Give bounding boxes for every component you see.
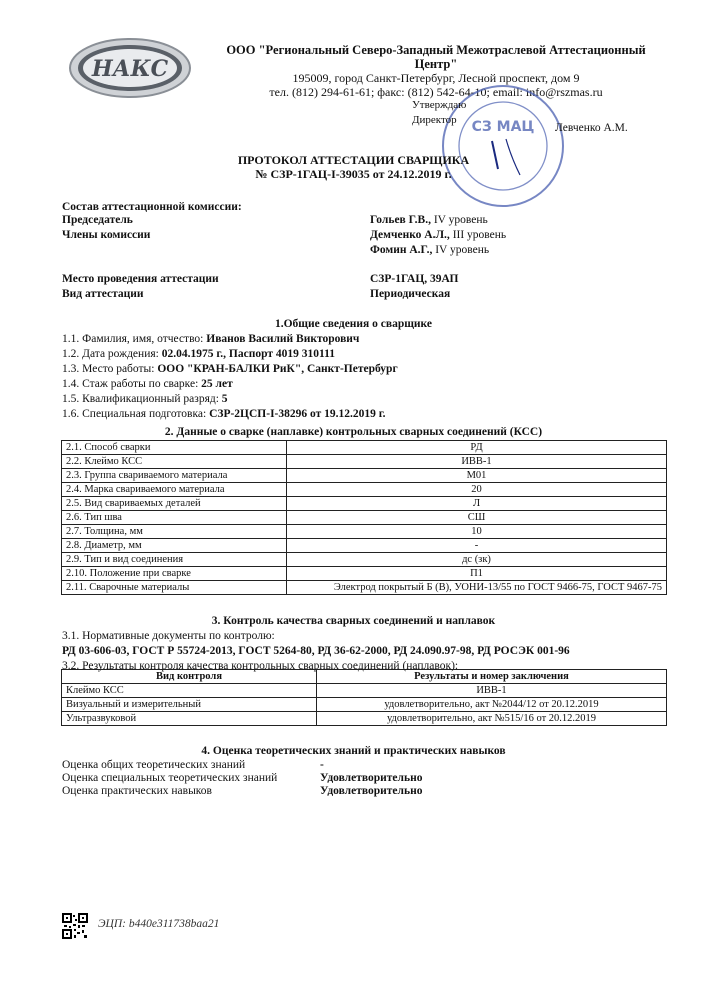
list-item: 1.1. Фамилия, имя, отчество: Иванов Василий Викторович xyxy=(62,333,360,345)
results-label: 3.2. Результаты контроля качества контрольных сварных соединений (наплавок): xyxy=(62,660,459,672)
control-results-table xyxy=(61,669,667,726)
eval-value-1: - xyxy=(320,759,324,771)
eval-label-3: Оценка практических навыков xyxy=(62,785,212,797)
chair-label: Председатель xyxy=(62,214,133,226)
section-1-list xyxy=(62,332,398,422)
section-3-title: 3. Контроль качества сварных соединений и наплавок xyxy=(211,615,496,627)
svg-text:СЗ МАЦ: СЗ МАЦ xyxy=(471,119,535,135)
member-1: Демченко А.Л., III уровень xyxy=(370,229,507,241)
section-2-title: 2. Данные о сварке (наплавке) контрольных сварных соединений (КСС) xyxy=(164,426,543,438)
protocol-number: № СЗР-1ГАЦ-I-39035 от 24.12.2019 г. xyxy=(255,167,452,181)
director-name: Левченко А.М. xyxy=(555,122,628,134)
org-address: 195009, город Санкт-Петербург, Лесной проспект, дом 9 xyxy=(292,71,580,85)
org-name: ООО "Региональный Северо-Западный Межотраслевой Аттестационный Центр" xyxy=(226,43,646,71)
table-row: 2.8. Диаметр, мм - xyxy=(62,539,667,553)
eval-label-1: Оценка общих теоретических знаний xyxy=(62,759,246,771)
table-row: 2.1. Способ сварки РД xyxy=(62,441,667,455)
eval-label-2: Оценка специальных теоретических знаний xyxy=(62,772,278,784)
qr-code-icon xyxy=(62,913,88,939)
list-item: 1.2. Дата рождения: 02.04.1975 г., Паспорт 4019 310111 xyxy=(62,348,335,360)
table-header-row: Вид контроля Результаты и номер заключения xyxy=(62,670,667,684)
table-row: Визуальный и измерительный удовлетворительно, акт №2044/12 от 20.12.2019 xyxy=(62,698,667,712)
list-item: 1.5. Квалификационный разряд: 5 xyxy=(62,393,228,405)
table-row: 2.6. Тип шва СШ xyxy=(62,511,667,525)
list-item: 1.6. Специальная подготовка: СЗР-2ЦСП-I-38296 от 19.12.2019 г. xyxy=(62,408,386,420)
section-4-title: 4. Оценка теоретических знаний и практических навыков xyxy=(201,745,506,757)
members-label: Члены комиссии xyxy=(62,229,151,241)
section-1-title: 1.Общие сведения о сварщике xyxy=(274,318,433,330)
table-row: 2.11. Сварочные материалы Электрод покрытый Б (В), УОНИ-13/55 по ГОСТ 9466-75, ГОСТ 9467-75 xyxy=(62,581,667,595)
type-label: Вид аттестации xyxy=(62,288,144,300)
org-header xyxy=(206,43,666,99)
table-row: 2.2. Клеймо КСС ИВВ-1 xyxy=(62,455,667,469)
approval-block xyxy=(412,98,466,128)
table-row: Клеймо КСС ИВВ-1 xyxy=(62,684,667,698)
logo-text: НАКС xyxy=(91,56,169,82)
table-row: 2.9. Тип и вид соединения дс (зк) xyxy=(62,553,667,567)
weld-data-table xyxy=(61,440,667,595)
table-row: 2.10. Положение при сварке П1 xyxy=(62,567,667,581)
eval-value-2: Удовлетворительно xyxy=(320,772,423,784)
table-row: 2.7. Толщина, мм 10 xyxy=(62,525,667,539)
list-item: 1.3. Место работы: ООО "КРАН-БАЛКИ РиК", Санкт-Петербург xyxy=(62,363,398,375)
director-title: Директор xyxy=(412,114,457,126)
commission-heading: Состав аттестационной комиссии: xyxy=(62,201,242,213)
table-row: 2.4. Марка свариваемого материала 20 xyxy=(62,483,667,497)
eval-value-3: Удовлетворительно xyxy=(320,785,423,797)
place-label: Место проведения аттестации xyxy=(62,273,219,285)
table-row: 2.3. Группа свариваемого материала М01 xyxy=(62,469,667,483)
table-row: 2.5. Вид свариваемых деталей Л xyxy=(62,497,667,511)
org-contacts: тел. (812) 294-61-61; факс: (812) 542-64-10; email: info@rszmas.ru xyxy=(269,85,603,99)
approve-word: Утверждаю xyxy=(412,99,467,111)
section-3-docs xyxy=(62,629,570,674)
docs-label: 3.1. Нормативные документы по контролю: xyxy=(62,630,275,642)
list-item: 1.4. Стаж работы по сварке: 25 лет xyxy=(62,378,233,390)
nacs-logo xyxy=(68,37,192,99)
type-value: Периодическая xyxy=(370,288,451,300)
member-2: Фомин А.Г., IV уровень xyxy=(370,244,490,256)
chair-value: Гольев Г.В., IV уровень xyxy=(370,214,488,226)
docs-value: РД 03-606-03, ГОСТ Р 55724-2013, ГОСТ 5264-80, РД 36-62-2000, РД 24.090.97-98, РД РОСЭК 001-96 xyxy=(62,645,570,657)
protocol-title: ПРОТОКОЛ АТТЕСТАЦИИ СВАРЩИКА xyxy=(237,153,470,167)
table-row: Ультразвуковой удовлетворительно, акт №515/16 от 20.12.2019 xyxy=(62,712,667,726)
ecp-signature: ЭЦП: b440e311738baa21 xyxy=(98,918,220,930)
place-value: СЗР-1ГАЦ, 39АП xyxy=(370,273,459,285)
